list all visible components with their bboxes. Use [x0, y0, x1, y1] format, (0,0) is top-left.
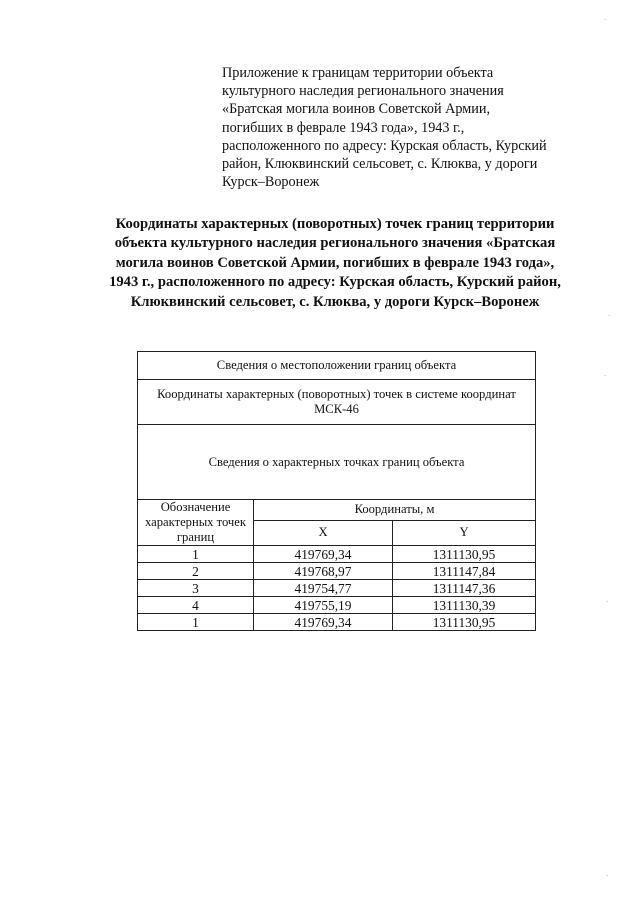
point-cell: 1 [138, 614, 254, 631]
x-header: X [254, 520, 393, 545]
location-title-cell: Сведения о местоположении границ объекта [138, 352, 536, 380]
x-cell: 419769,34 [254, 614, 393, 631]
x-cell: 419754,77 [254, 580, 393, 597]
scan-artifact: · [606, 598, 609, 606]
scan-artifact: · [604, 372, 607, 380]
appendix-line: Приложение к границам территории объекта [222, 65, 494, 81]
heading-line: Координаты характерных (поворотных) точек границ территории [115, 216, 555, 232]
coordinate-system-line: МСК-46 [314, 402, 359, 416]
heading-line: объекта культурного наследия регионального значения «Братская [114, 235, 556, 252]
scan-artifact: · [604, 16, 607, 24]
appendix-line: район, Клюквинский сельсовет, с. Клюква, у дороги [222, 156, 538, 173]
table-row [138, 597, 536, 614]
x-cell: 419769,34 [254, 546, 393, 563]
point-label-header-line: границ [176, 530, 215, 544]
point-label-header [138, 500, 254, 546]
table-row [138, 546, 536, 563]
x-cell: 419755,19 [254, 597, 393, 614]
x-cell: 419768,97 [254, 563, 393, 580]
point-cell: 4 [138, 597, 254, 614]
coordinates-table [137, 351, 536, 631]
scan-artifact: · [608, 312, 611, 320]
y-cell: 1311130,95 [393, 614, 536, 631]
table-header-row [138, 500, 536, 521]
scan-artifact: · [606, 872, 609, 880]
points-title-cell: Сведения о характерных точках границ объекта [138, 425, 536, 500]
coordinate-system-line: Координаты характерных (поворотных) точек в системе координат [157, 387, 516, 401]
y-cell: 1311130,95 [393, 546, 536, 563]
y-header: Y [393, 520, 536, 545]
table-row [138, 614, 536, 631]
table-row [138, 425, 536, 500]
appendix-line: расположенного по адресу: Курская область, Курский [222, 137, 547, 154]
coordinate-system-cell [138, 380, 536, 425]
document-heading [88, 215, 582, 312]
table-row [138, 563, 536, 580]
y-cell: 1311147,36 [393, 580, 536, 597]
appendix-line: культурного наследия регионального значения [222, 83, 504, 100]
heading-line: 1943 г., расположенного по адресу: Курская область, Курский район, [109, 274, 561, 291]
coordinates-header: Координаты, м [254, 500, 536, 521]
point-cell: 3 [138, 580, 254, 597]
heading-line: могила воинов Советской Армии, погибших в феврале 1943 года», [115, 254, 555, 271]
point-cell: 1 [138, 546, 254, 563]
table-row [138, 380, 536, 425]
y-cell: 1311147,84 [393, 563, 536, 580]
heading-line: Клюквинский сельсовет, с. Клюква, у дороги Курск–Воронеж [130, 293, 540, 310]
table-row [138, 352, 536, 380]
appendix-note [222, 64, 572, 191]
y-cell: 1311130,39 [393, 597, 536, 614]
point-label-header-line: характерных точек [145, 515, 246, 529]
point-label-header-line: Обозначение [160, 500, 231, 514]
appendix-line: «Братская могила воинов Советской Армии, [222, 101, 490, 118]
appendix-line: погибших в феврале 1943 года», 1943 г., [222, 119, 465, 136]
appendix-line: Курск–Воронеж [222, 174, 320, 191]
point-cell: 2 [138, 563, 254, 580]
table-row [138, 580, 536, 597]
